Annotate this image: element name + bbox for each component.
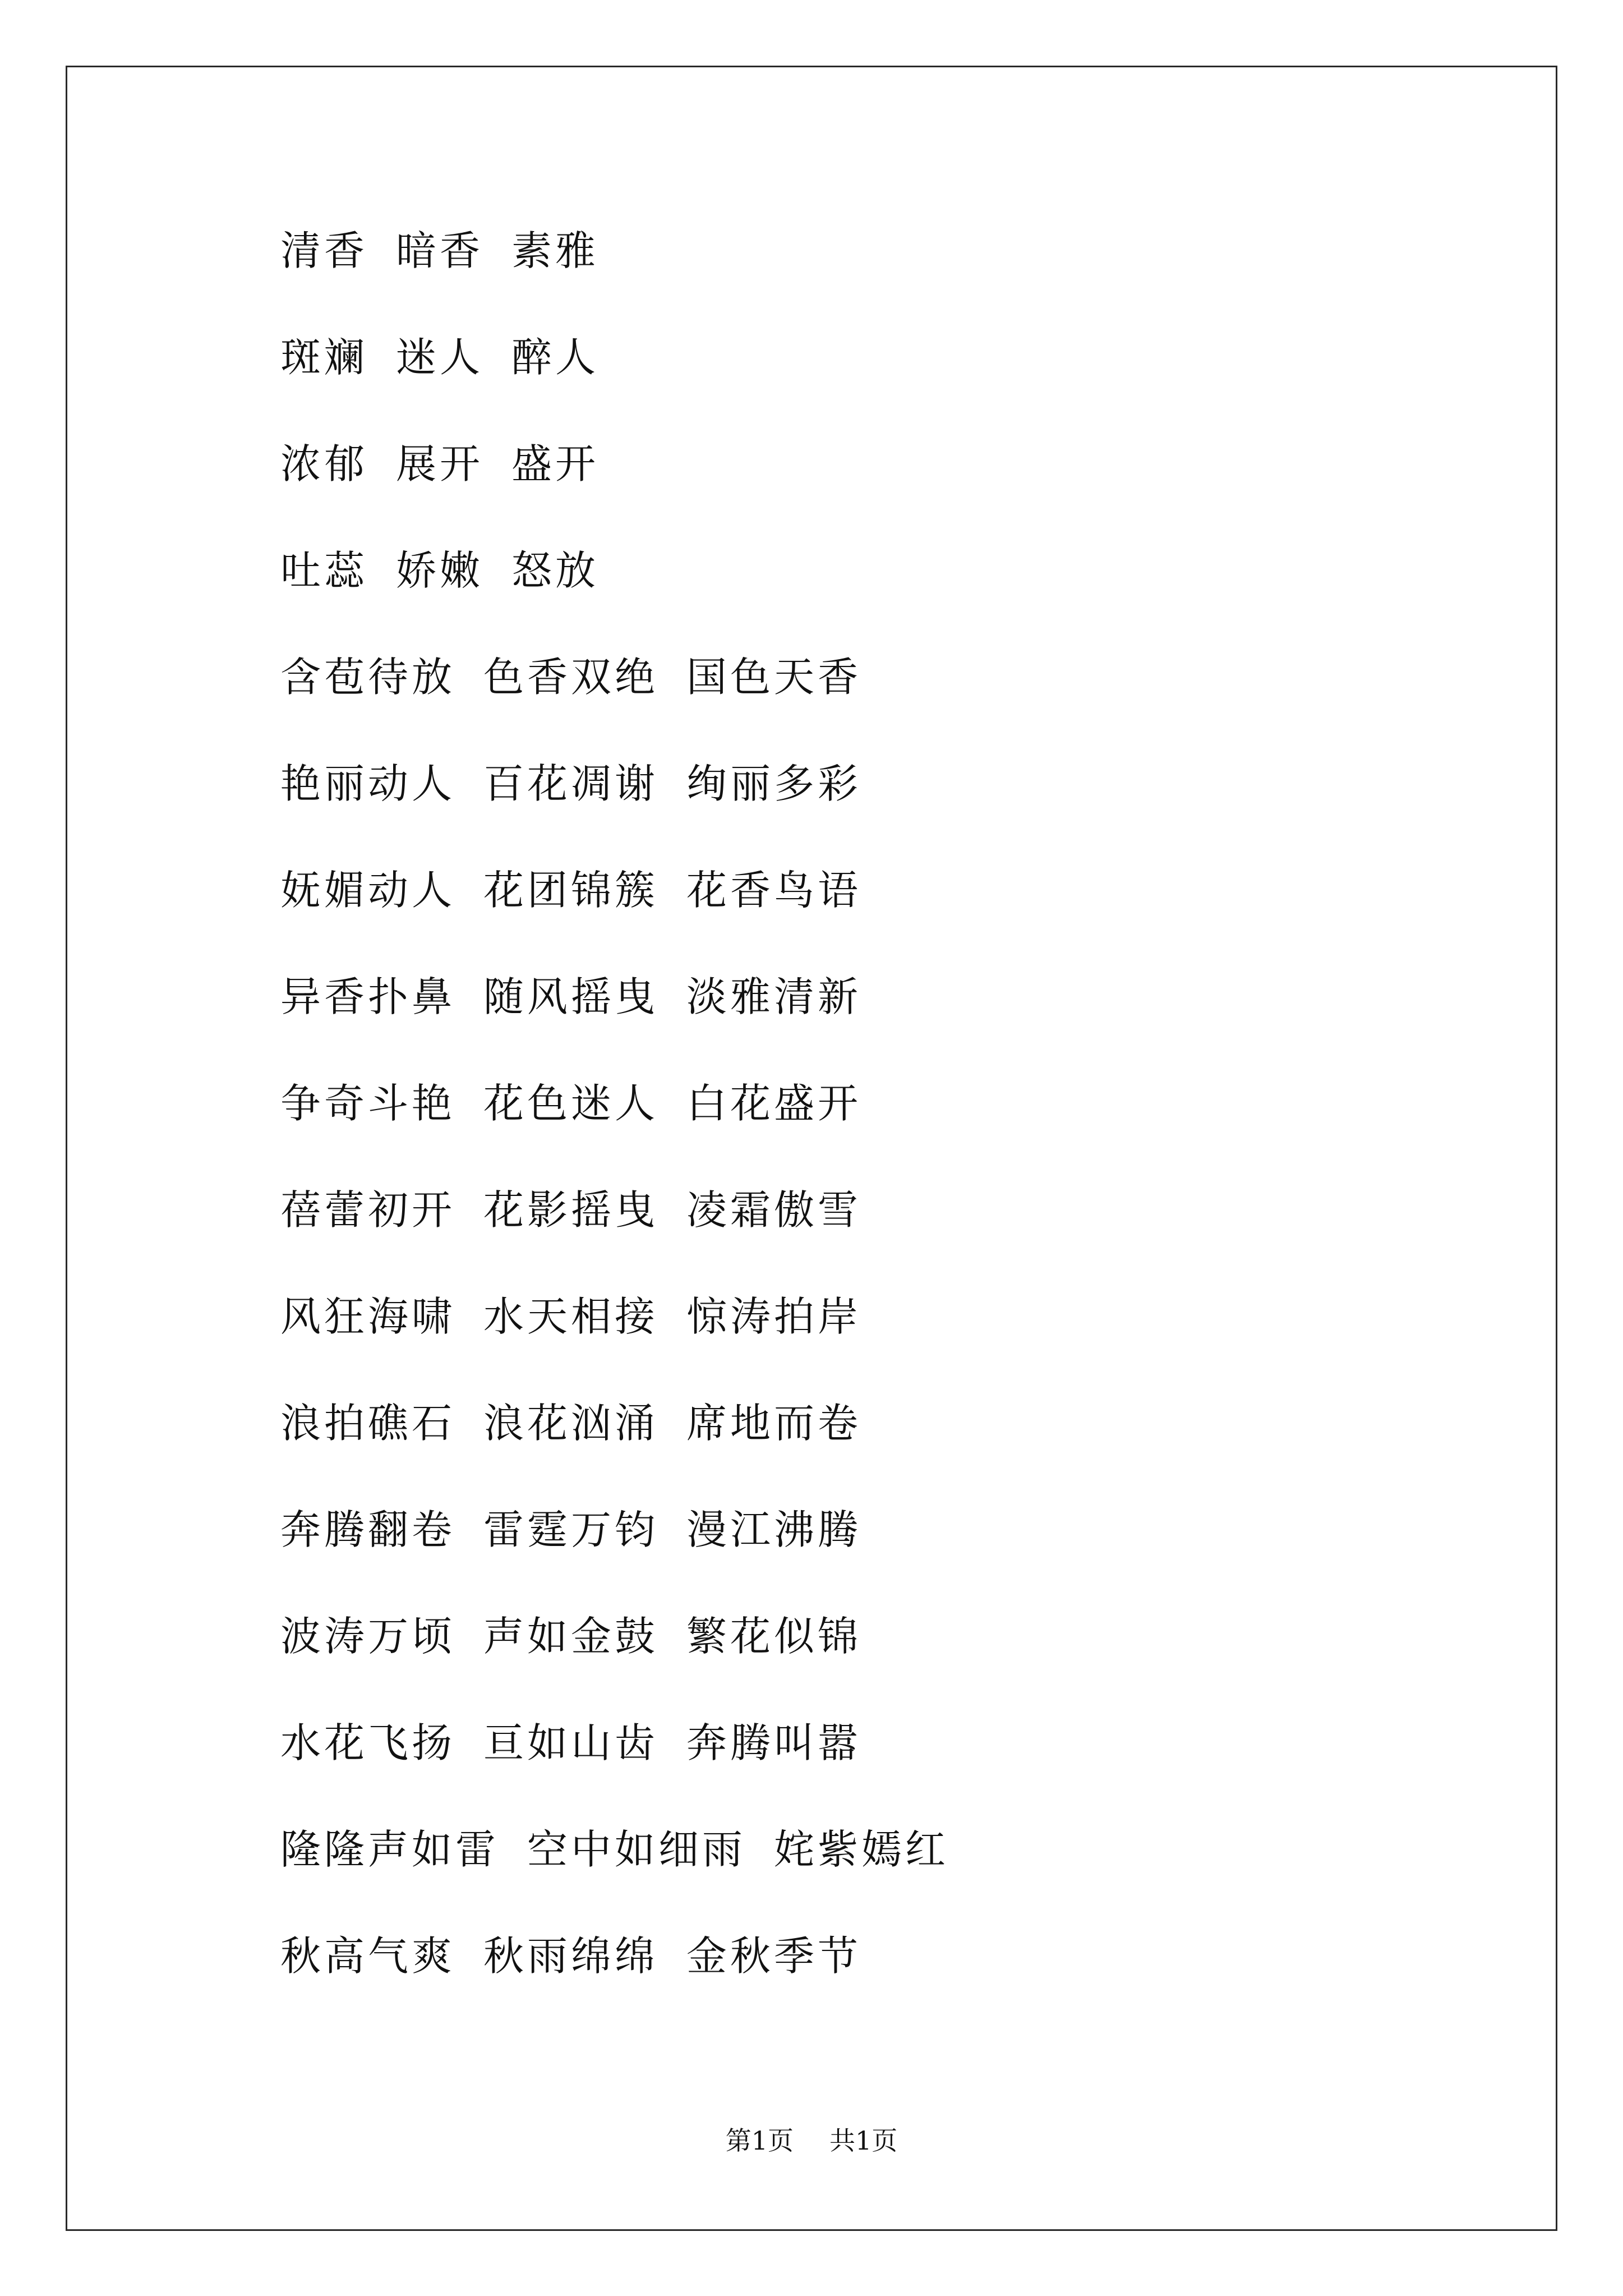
phrase: 清香 — [280, 227, 368, 274]
phrase-line — [280, 1710, 977, 1816]
phrase: 花团锦簇 — [483, 867, 659, 914]
phrase-line — [280, 857, 977, 964]
phrase: 奔腾叫嚣 — [686, 1719, 862, 1766]
phrase: 百花凋谢 — [483, 760, 659, 807]
phrase-list — [280, 218, 977, 2030]
phrase: 蓓蕾初开 — [280, 1186, 456, 1234]
phrase-line — [280, 644, 977, 751]
phrase: 金秋季节 — [686, 1932, 862, 1980]
phrase: 波涛万顷 — [280, 1613, 456, 1660]
phrase: 秋高气爽 — [280, 1932, 456, 1980]
phrase: 花色迷人 — [483, 1080, 659, 1127]
phrase: 白花盛开 — [686, 1080, 862, 1127]
phrase: 国色天香 — [686, 654, 862, 701]
phrase: 绚丽多彩 — [686, 760, 862, 807]
phrase-line — [280, 1283, 977, 1390]
phrase: 席地而卷 — [686, 1400, 862, 1447]
phrase: 凌霜傲雪 — [686, 1186, 862, 1234]
page-total: 共1页 — [829, 2125, 898, 2156]
phrase-line — [280, 751, 977, 857]
phrase-line — [280, 324, 977, 431]
phrase-line — [280, 1816, 977, 1923]
phrase: 异香扑鼻 — [280, 973, 456, 1020]
phrase: 含苞待放 — [280, 654, 456, 701]
phrase-line — [280, 218, 977, 324]
phrase: 艳丽动人 — [280, 760, 456, 807]
phrase: 繁花似锦 — [686, 1613, 862, 1660]
phrase: 空中如细雨 — [527, 1826, 746, 1873]
phrase-line — [280, 1070, 977, 1177]
phrase: 雷霆万钧 — [483, 1506, 659, 1553]
phrase: 声如金鼓 — [483, 1613, 659, 1660]
phrase-line — [280, 964, 977, 1070]
phrase-line — [280, 1923, 977, 2030]
page-number: 第1页 — [725, 2125, 794, 2156]
phrase: 盛开 — [511, 440, 600, 487]
phrase: 展开 — [396, 440, 484, 487]
phrase-line — [280, 431, 977, 537]
phrase: 浪花汹涌 — [483, 1400, 659, 1447]
phrase: 随风摇曳 — [483, 973, 659, 1020]
phrase: 迷人 — [396, 334, 484, 381]
phrase: 姹紫嫣红 — [774, 1826, 949, 1873]
phrase: 亘如山齿 — [483, 1719, 659, 1766]
phrase: 漫江沸腾 — [686, 1506, 862, 1553]
page-footer — [0, 2124, 1623, 2157]
phrase: 素雅 — [511, 227, 600, 274]
phrase: 淡雅清新 — [686, 973, 862, 1020]
phrase: 浓郁 — [280, 440, 368, 487]
phrase: 水花飞扬 — [280, 1719, 456, 1766]
phrase: 隆隆声如雷 — [280, 1826, 500, 1873]
phrase: 吐蕊 — [280, 547, 368, 594]
phrase: 娇嫩 — [396, 547, 484, 594]
phrase-line — [280, 1390, 977, 1497]
phrase: 花影摇曳 — [483, 1186, 659, 1234]
phrase: 浪拍礁石 — [280, 1400, 456, 1447]
phrase-line — [280, 537, 977, 644]
phrase: 花香鸟语 — [686, 867, 862, 914]
phrase-line — [280, 1497, 977, 1603]
phrase-line — [280, 1603, 977, 1710]
phrase: 秋雨绵绵 — [483, 1932, 659, 1980]
phrase-line — [280, 1177, 977, 1283]
phrase: 色香双绝 — [483, 654, 659, 701]
phrase: 暗香 — [396, 227, 484, 274]
phrase: 惊涛拍岸 — [686, 1293, 862, 1340]
phrase: 斑斓 — [280, 334, 368, 381]
phrase: 奔腾翻卷 — [280, 1506, 456, 1553]
phrase: 妩媚动人 — [280, 867, 456, 914]
phrase: 怒放 — [511, 547, 600, 594]
phrase: 争奇斗艳 — [280, 1080, 456, 1127]
phrase: 醉人 — [511, 334, 600, 381]
phrase: 水天相接 — [483, 1293, 659, 1340]
phrase: 风狂海啸 — [280, 1293, 456, 1340]
